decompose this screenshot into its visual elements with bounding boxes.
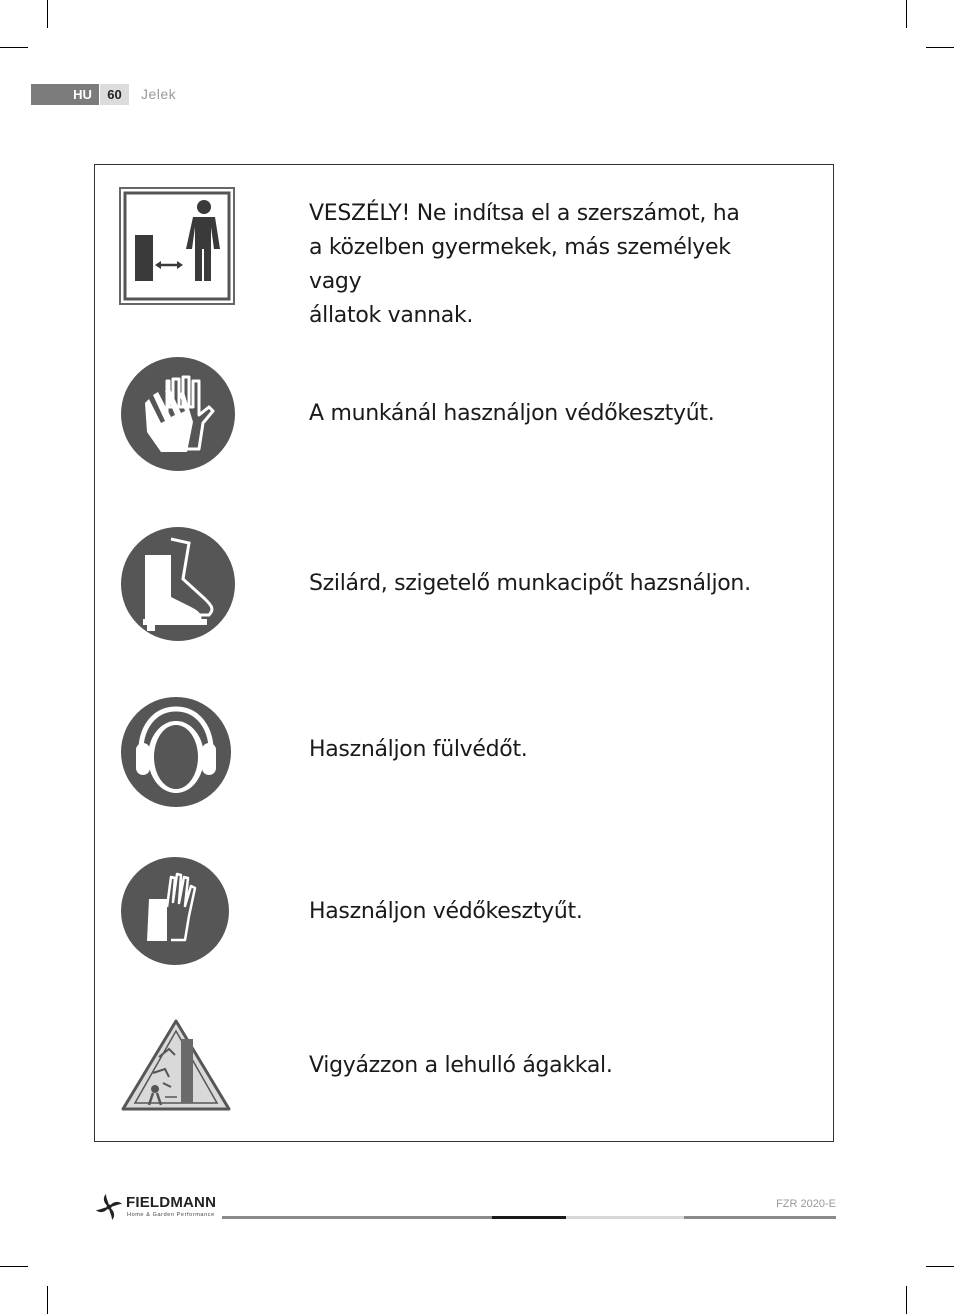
symbol-row — [95, 185, 833, 328]
symbol-description — [309, 1049, 789, 1083]
text-line: a közelben gyermekek, más személyek vagy — [309, 235, 731, 294]
symbol-description — [309, 733, 789, 767]
text-line: állatok vannak. — [309, 303, 474, 328]
crop-mark — [47, 1286, 48, 1314]
language-code: HU — [73, 87, 92, 102]
section-title: Jelek — [141, 86, 177, 102]
falling-branches-icon — [119, 1017, 239, 1137]
text-line: Vigyázzon a lehulló ágakkal. — [309, 1053, 613, 1078]
gloves-icon — [119, 355, 239, 475]
symbol-row — [95, 355, 833, 475]
crop-mark — [906, 1286, 907, 1314]
text-line: A munkánál használjon védőkesztyűt. — [309, 401, 715, 426]
symbol-description — [309, 397, 789, 431]
symbol-description — [309, 895, 789, 929]
crop-mark — [906, 0, 907, 28]
page-number: 60 — [100, 84, 129, 105]
footer-rule — [684, 1216, 836, 1219]
text-line: Használjon fülvédőt. — [309, 737, 528, 762]
fan-logo-icon — [94, 1192, 124, 1222]
footer-rule — [566, 1216, 684, 1219]
model-number: FZR 2020-E — [776, 1198, 836, 1210]
crop-mark — [0, 1266, 28, 1267]
brand-name: FIELDMANN — [126, 1194, 217, 1211]
keep-distance-icon — [119, 187, 239, 307]
symbol-description — [309, 197, 789, 333]
brand-tagline: Home & Garden Performance — [127, 1212, 215, 1218]
crop-mark — [47, 0, 48, 28]
crop-mark — [926, 1266, 954, 1267]
footer-rule — [222, 1216, 492, 1219]
footer-rule — [492, 1216, 566, 1219]
symbols-table — [94, 164, 834, 1142]
crop-mark — [926, 47, 954, 48]
symbol-row — [95, 525, 833, 645]
symbol-row — [95, 855, 833, 975]
text-line: VESZÉLY! Ne indítsa el a szerszámot, ha — [309, 201, 740, 226]
symbol-row — [95, 693, 833, 813]
text-line: Szilárd, szigetelő munkacipőt hazsnáljon. — [309, 571, 751, 596]
symbol-description — [309, 567, 789, 601]
ear-protection-icon — [119, 695, 239, 815]
symbol-row — [95, 1015, 833, 1125]
crop-mark — [0, 47, 28, 48]
brand-logo — [94, 1192, 224, 1224]
text-line: Használjon védőkesztyűt. — [309, 899, 583, 924]
safety-boots-icon — [119, 525, 239, 645]
glove-icon — [119, 855, 239, 975]
